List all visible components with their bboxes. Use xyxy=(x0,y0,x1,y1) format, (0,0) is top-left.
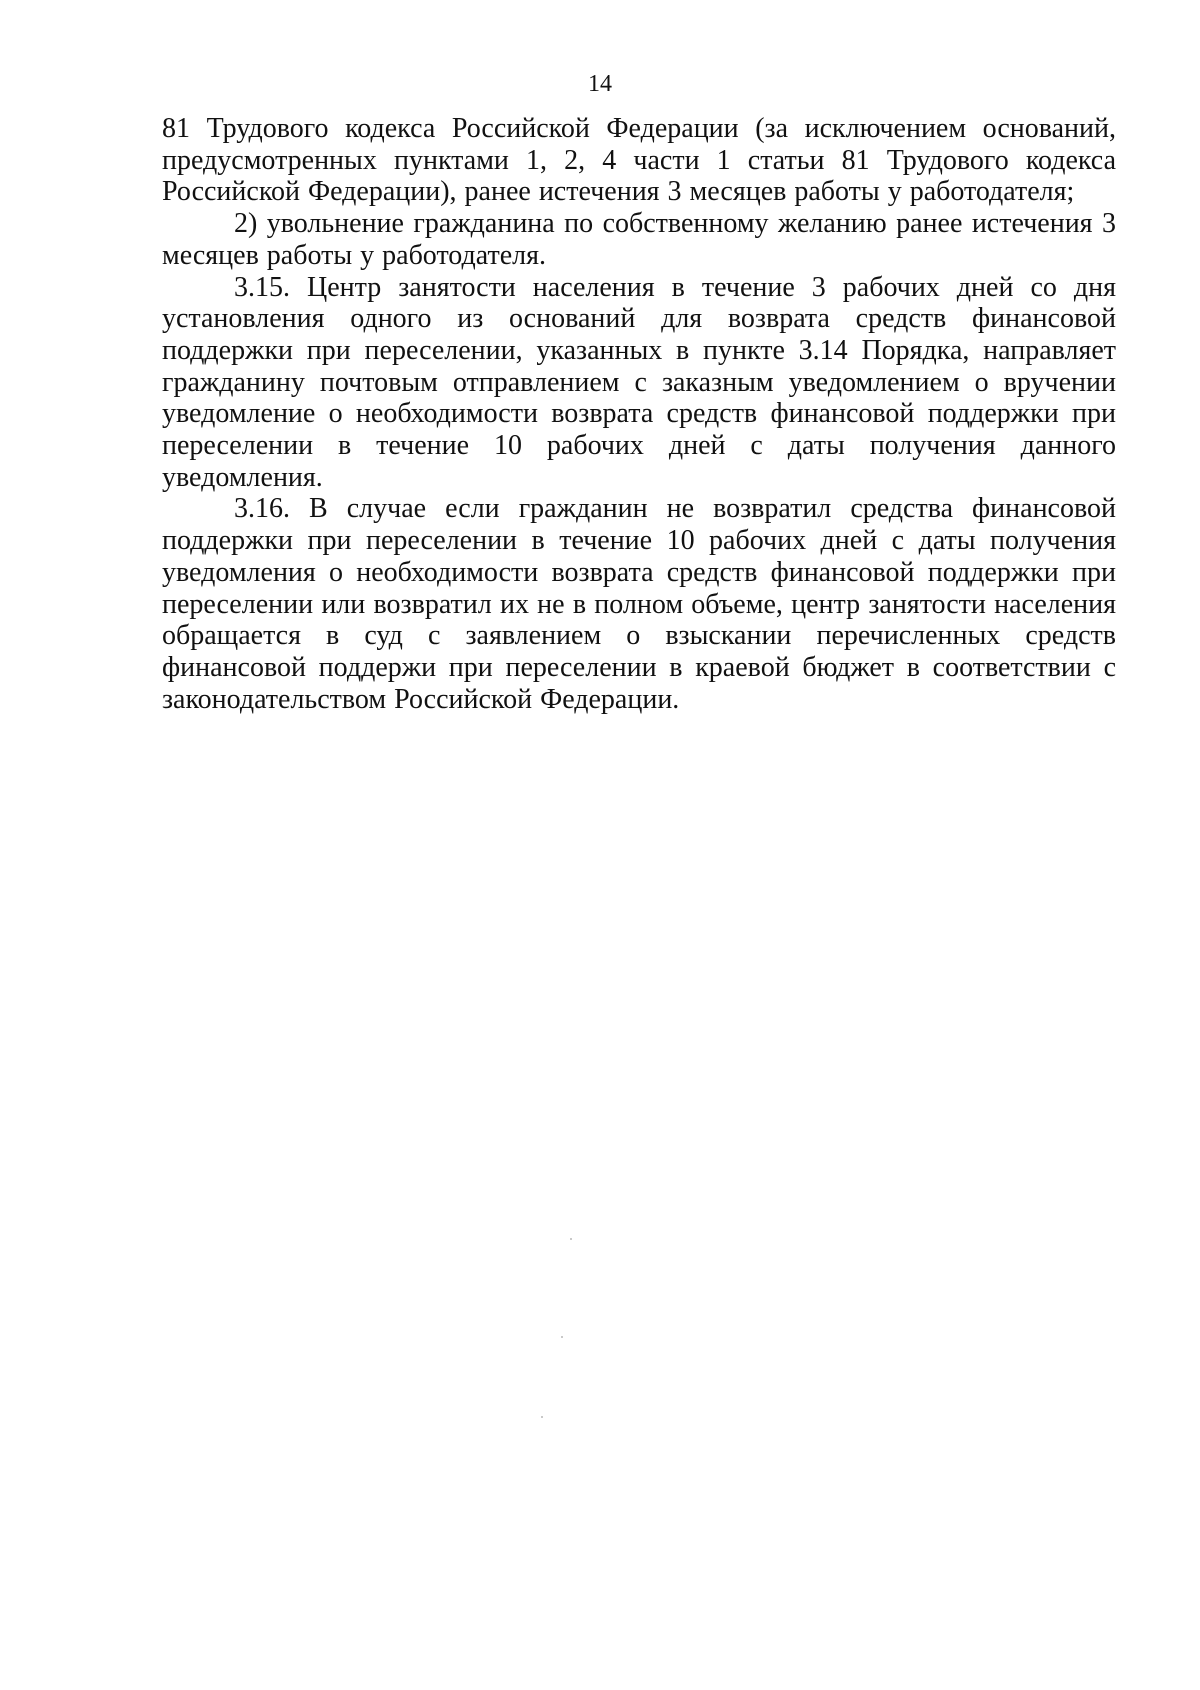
scan-speck xyxy=(561,1336,563,1338)
paragraph-continuation: 81 Трудового кодекса Российской Федерации (за исключением оснований, предусмотренных пунктами 1, 2, 4 части 1 статьи 81 Трудового кодекса Российской Федерации), ранее истечения 3 месяцев работы у работодателя; xyxy=(162,113,1116,208)
paragraph-item-2: 2) увольнение гражданина по собственному желанию ранее истечения 3 месяцев работы у работодателя. xyxy=(162,208,1116,271)
paragraph-3-16: 3.16. В случае если гражданин не возвратил средства финансовой поддержки при переселении в течение 10 рабочих дней с даты получения уведомления о необходимости возврата средств финансовой поддержки при переселении или возвратил их не в полном объеме, центр занятости населения обращается в суд с заявлением о взыскании перечисленных средств финансовой поддержи при переселении в краевой бюджет в соответствии с законодательством Российской Федерации. xyxy=(162,493,1116,715)
scan-speck xyxy=(541,1416,543,1418)
paragraph-3-15: 3.15. Центр занятости населения в течение 3 рабочих дней со дня установления одного из оснований для возврата средств финансовой поддержки при переселении, указанных в пункте 3.14 Порядка, направляет гражданину почтовым отправлением с заказным уведомлением о вручении уведомление о необходимости возврата средств финансовой поддержки при переселении в течение 10 рабочих дней с даты получения данного уведомления. xyxy=(162,271,1116,493)
document-body xyxy=(162,113,1116,715)
page-number: 14 xyxy=(588,71,612,97)
scan-speck xyxy=(570,1238,572,1240)
